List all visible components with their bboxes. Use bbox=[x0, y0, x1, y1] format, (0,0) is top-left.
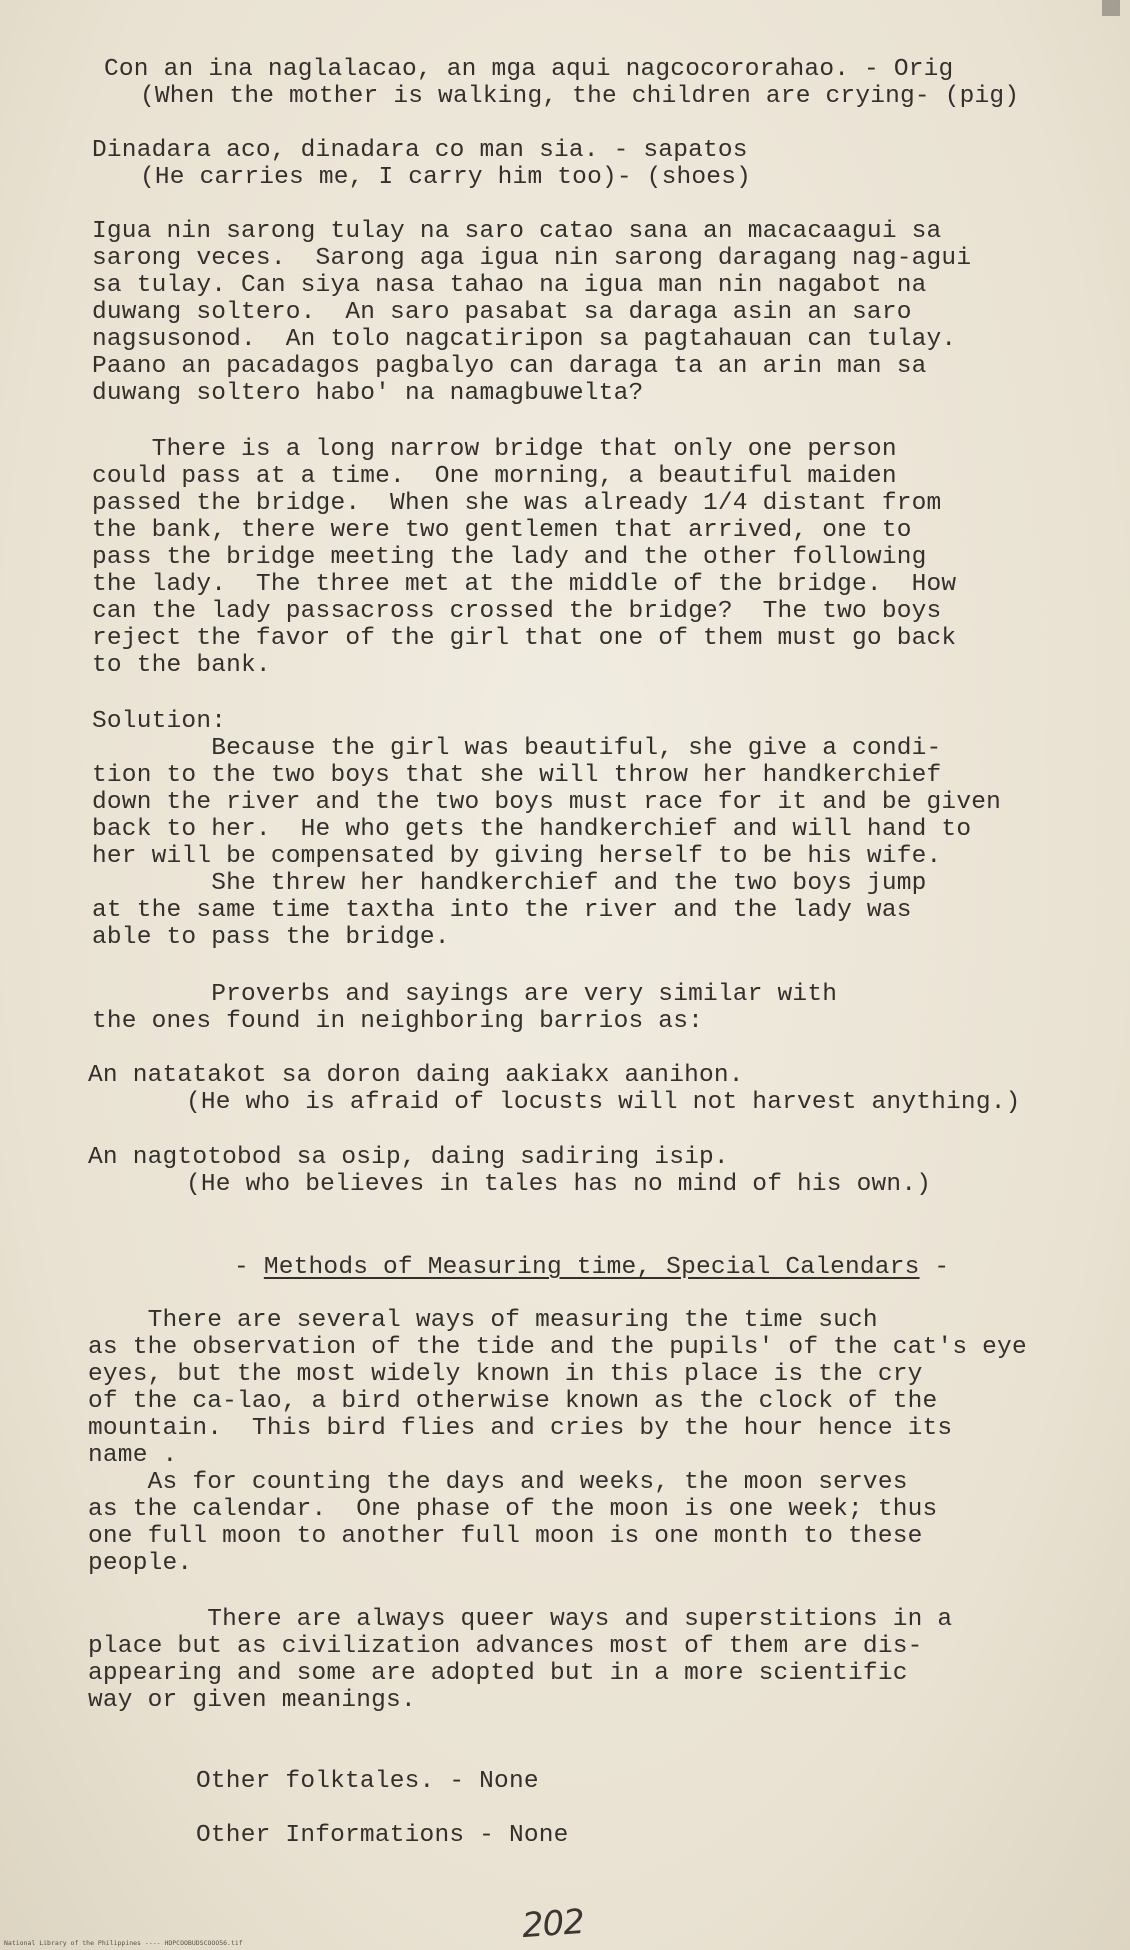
proverb-1-bicol: An natatakot sa doron daing aakiakx aanihon. bbox=[88, 1062, 744, 1089]
section-heading bbox=[234, 1254, 949, 1281]
english-story-line: can the lady passacross crossed the bridge? The two boys bbox=[92, 598, 942, 625]
english-story-line: could pass at a time. One morning, a beautiful maiden bbox=[92, 463, 897, 490]
bicol-story-line: Igua nin sarong tulay na saro catao sana an macacaagui sa bbox=[92, 218, 942, 245]
methods-line: as the observation of the tide and the pupils' of the cat's eye bbox=[88, 1334, 1027, 1361]
english-story-line: pass the bridge meeting the lady and the other following bbox=[92, 544, 927, 571]
methods-line: one full moon to another full moon is one month to these bbox=[88, 1523, 923, 1550]
solution-line: Because the girl was beautiful, she give a condi- bbox=[92, 735, 942, 762]
english-story-line: reject the favor of the girl that one of them must go back bbox=[92, 625, 957, 652]
solution-heading: Solution: bbox=[92, 708, 227, 735]
bicol-story-line: sa tulay. Can siya nasa tahao na igua man nin nagabot na bbox=[92, 272, 927, 299]
heading-dash-left: - bbox=[234, 1254, 264, 1281]
solution-line: down the river and the two boys must race for it and be given bbox=[92, 789, 1002, 816]
superstitions-line: way or given meanings. bbox=[88, 1687, 416, 1714]
methods-line: mountain. This bird flies and cries by the hour hence its bbox=[88, 1415, 953, 1442]
bicol-story-line: nagsusonod. An tolo nagcatiripon sa pagtahauan can tulay. bbox=[92, 326, 957, 353]
other-folktales: Other folktales. - None bbox=[196, 1768, 539, 1795]
solution-line: at the same time taxtha into the river and the lady was bbox=[92, 897, 912, 924]
methods-line: people. bbox=[88, 1550, 193, 1577]
english-story-line: to the bank. bbox=[92, 652, 271, 679]
superstitions-line: place but as civilization advances most of them are dis- bbox=[88, 1633, 923, 1660]
page-number: 202 bbox=[520, 1901, 586, 1947]
methods-line: of the ca-lao, a bird otherwise known as the clock of the bbox=[88, 1388, 938, 1415]
bicol-story-line: sarong veces. Sarong aga igua nin sarong daragang nag-agui bbox=[92, 245, 972, 272]
superstitions-line: There are always queer ways and superstitions in a bbox=[88, 1606, 953, 1633]
riddle-2-english: (He carries me, I carry him too)- (shoes) bbox=[140, 164, 751, 191]
solution-line: her will be compensated by giving herself to be his wife. bbox=[92, 843, 942, 870]
solution-line: able to pass the bridge. bbox=[92, 924, 450, 951]
english-story-line: There is a long narrow bridge that only one person bbox=[92, 436, 897, 463]
bicol-story-line: duwang soltero habo' na namagbuwelta? bbox=[92, 380, 644, 407]
methods-line: name . bbox=[88, 1442, 178, 1469]
english-story-line: the bank, there were two gentlemen that arrived, one to bbox=[92, 517, 912, 544]
methods-line: as the calendar. One phase of the moon is one week; thus bbox=[88, 1496, 938, 1523]
solution-line: back to her. He who gets the handkerchief and will hand to bbox=[92, 816, 972, 843]
solution-line: tion to the two boys that she will throw her handkerchief bbox=[92, 762, 942, 789]
proverbs-intro-line: Proverbs and sayings are very similar with bbox=[92, 981, 838, 1008]
riddle-1-english: (When the mother is walking, the children are crying- (pig) bbox=[140, 83, 1020, 110]
archive-footer: National Library of the Philippines ---- HDPCOOBUDSCOOO56.tif bbox=[4, 1939, 243, 1947]
proverbs-intro-line: the ones found in neighboring barrios as: bbox=[92, 1008, 703, 1035]
methods-line: eyes, but the most widely known in this place is the cry bbox=[88, 1361, 923, 1388]
heading-dash-right: - bbox=[919, 1254, 950, 1281]
proverb-1-english: (He who is afraid of locusts will not harvest anything.) bbox=[186, 1089, 1021, 1116]
proverb-2-bicol: An nagtotobod sa osip, daing sadiring isip. bbox=[88, 1144, 729, 1171]
methods-line: As for counting the days and weeks, the moon serves bbox=[88, 1469, 908, 1496]
riddle-1-bicol: Con an ina naglalacao, an mga aqui nagcocororahao. - Orig bbox=[104, 56, 954, 83]
bicol-story-line: Paano an pacadagos pagbalyo can daraga ta an arin man sa bbox=[92, 353, 927, 380]
scan-edge-mark bbox=[1102, 0, 1120, 16]
other-informations: Other Informations - None bbox=[196, 1822, 569, 1849]
heading-title: Methods of Measuring time, Special Calendars bbox=[263, 1254, 920, 1281]
english-story-line: passed the bridge. When she was already 1/4 distant from bbox=[92, 490, 942, 517]
riddle-2-bicol: Dinadara aco, dinadara co man sia. - sapatos bbox=[92, 137, 748, 164]
superstitions-line: appearing and some are adopted but in a more scientific bbox=[88, 1660, 908, 1687]
bicol-story-line: duwang soltero. An saro pasabat sa daraga asin an saro bbox=[92, 299, 912, 326]
english-story-line: the lady. The three met at the middle of the bridge. How bbox=[92, 571, 957, 598]
proverb-2-english: (He who believes in tales has no mind of his own.) bbox=[186, 1171, 932, 1198]
solution-line: She threw her handkerchief and the two boys jump bbox=[92, 870, 927, 897]
methods-line: There are several ways of measuring the time such bbox=[88, 1307, 878, 1334]
